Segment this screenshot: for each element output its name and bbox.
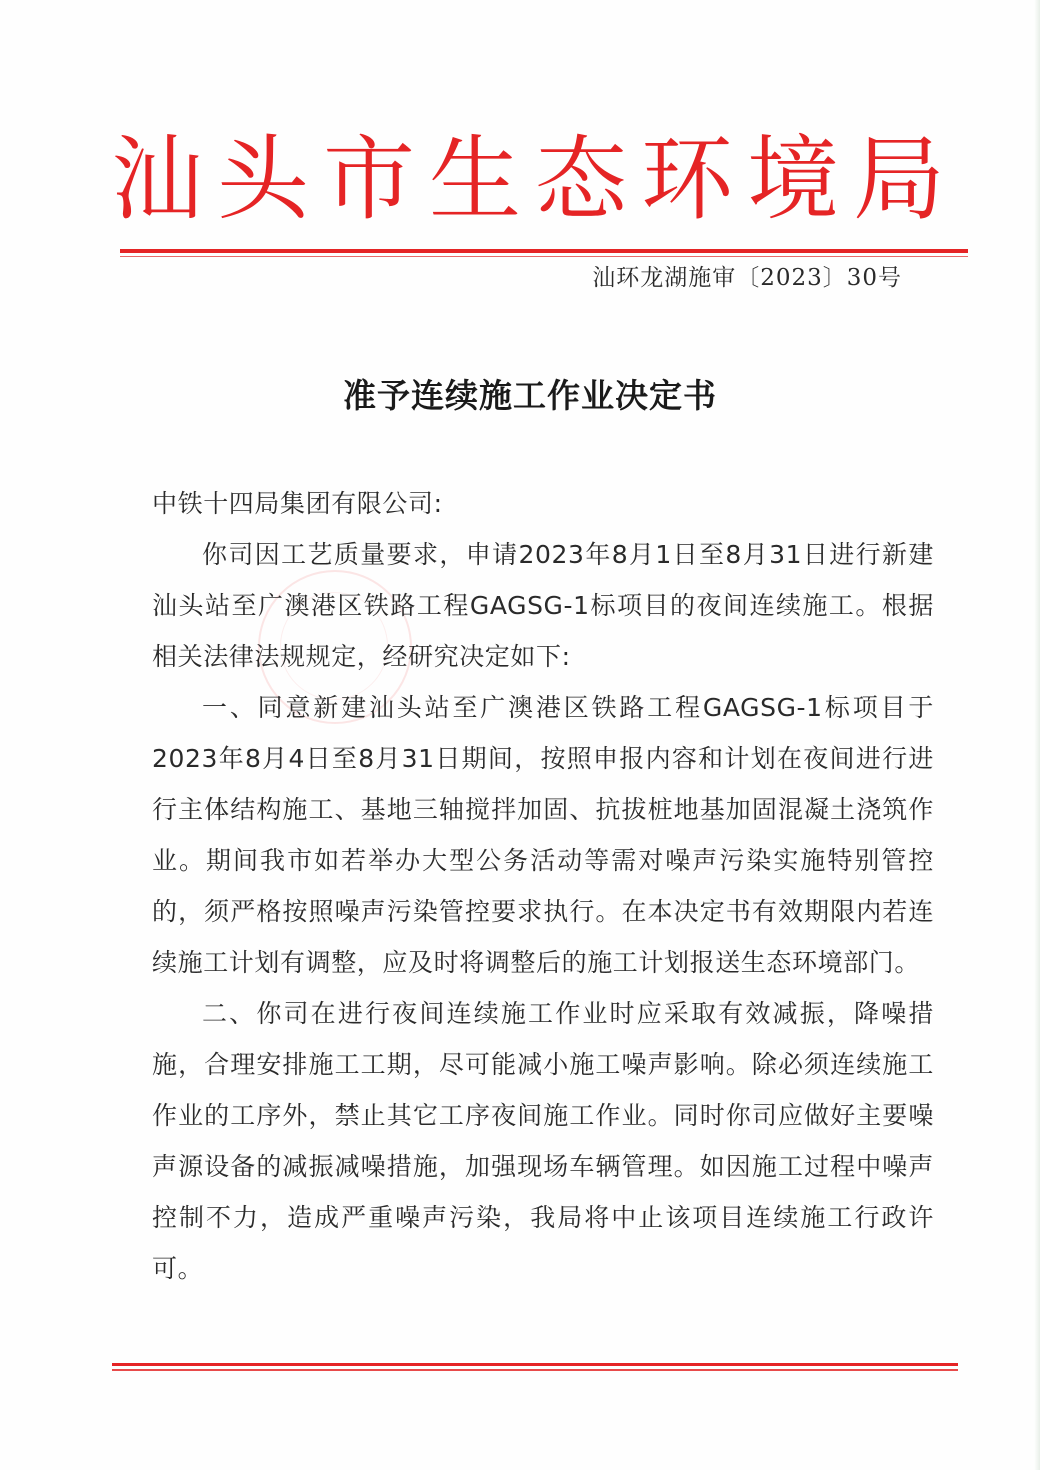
letterhead-org-name: 汕头市生态环境局 [110,126,959,233]
document-title: 准予连续施工作业决定书 [343,376,717,415]
salutation: 中铁十四局集团有限公司: [152,489,443,518]
page-edge-shadow [1034,0,1040,1470]
paragraph-item-2: 二、你司在进行夜间连续施工作业时应采取有效减振，降噪措施，合理安排施工工期，尽可能减小施工噪声影响。除必须连续施工作业的工序外，禁止其它工序夜间施工作业。同时你司应做好主要噪声源设备的减振减噪措施，加强现场车辆管理。如因施工过程中噪声控制不力，造成严重噪声污染，我局将中止该项目连续施工行政许可。 [152,999,934,1283]
document-number: 汕环龙湖施审〔2023〕30号 [592,265,902,291]
document-body [152,478,934,1294]
letterhead-red-rule-thin [120,256,968,257]
footer-red-rule-thin [112,1369,958,1371]
letterhead-red-rule [120,249,968,253]
footer-red-rule [112,1363,958,1366]
paragraph-item-1: 一、同意新建汕头站至广澳港区铁路工程GAGSG-1标项目于2023年8月4日至8月31日期间，按照申报内容和计划在夜间进行进行主体结构施工、基地三轴搅拌加固、抗拔桩地基加固混凝土浇筑作业。期间我市如若举办大型公务活动等需对噪声污染实施特别管控的，须严格按照噪声污染管控要求执行。在本决定书有效期限内若连续施工计划有调整，应及时将调整后的施工计划报送生态环境部门。 [152,693,934,977]
paragraph-intro: 你司因工艺质量要求，申请2023年8月1日至8月31日进行新建汕头站至广澳港区铁路工程GAGSG-1标项目的夜间连续施工。根据相关法律法规规定，经研究决定如下: [152,540,934,671]
